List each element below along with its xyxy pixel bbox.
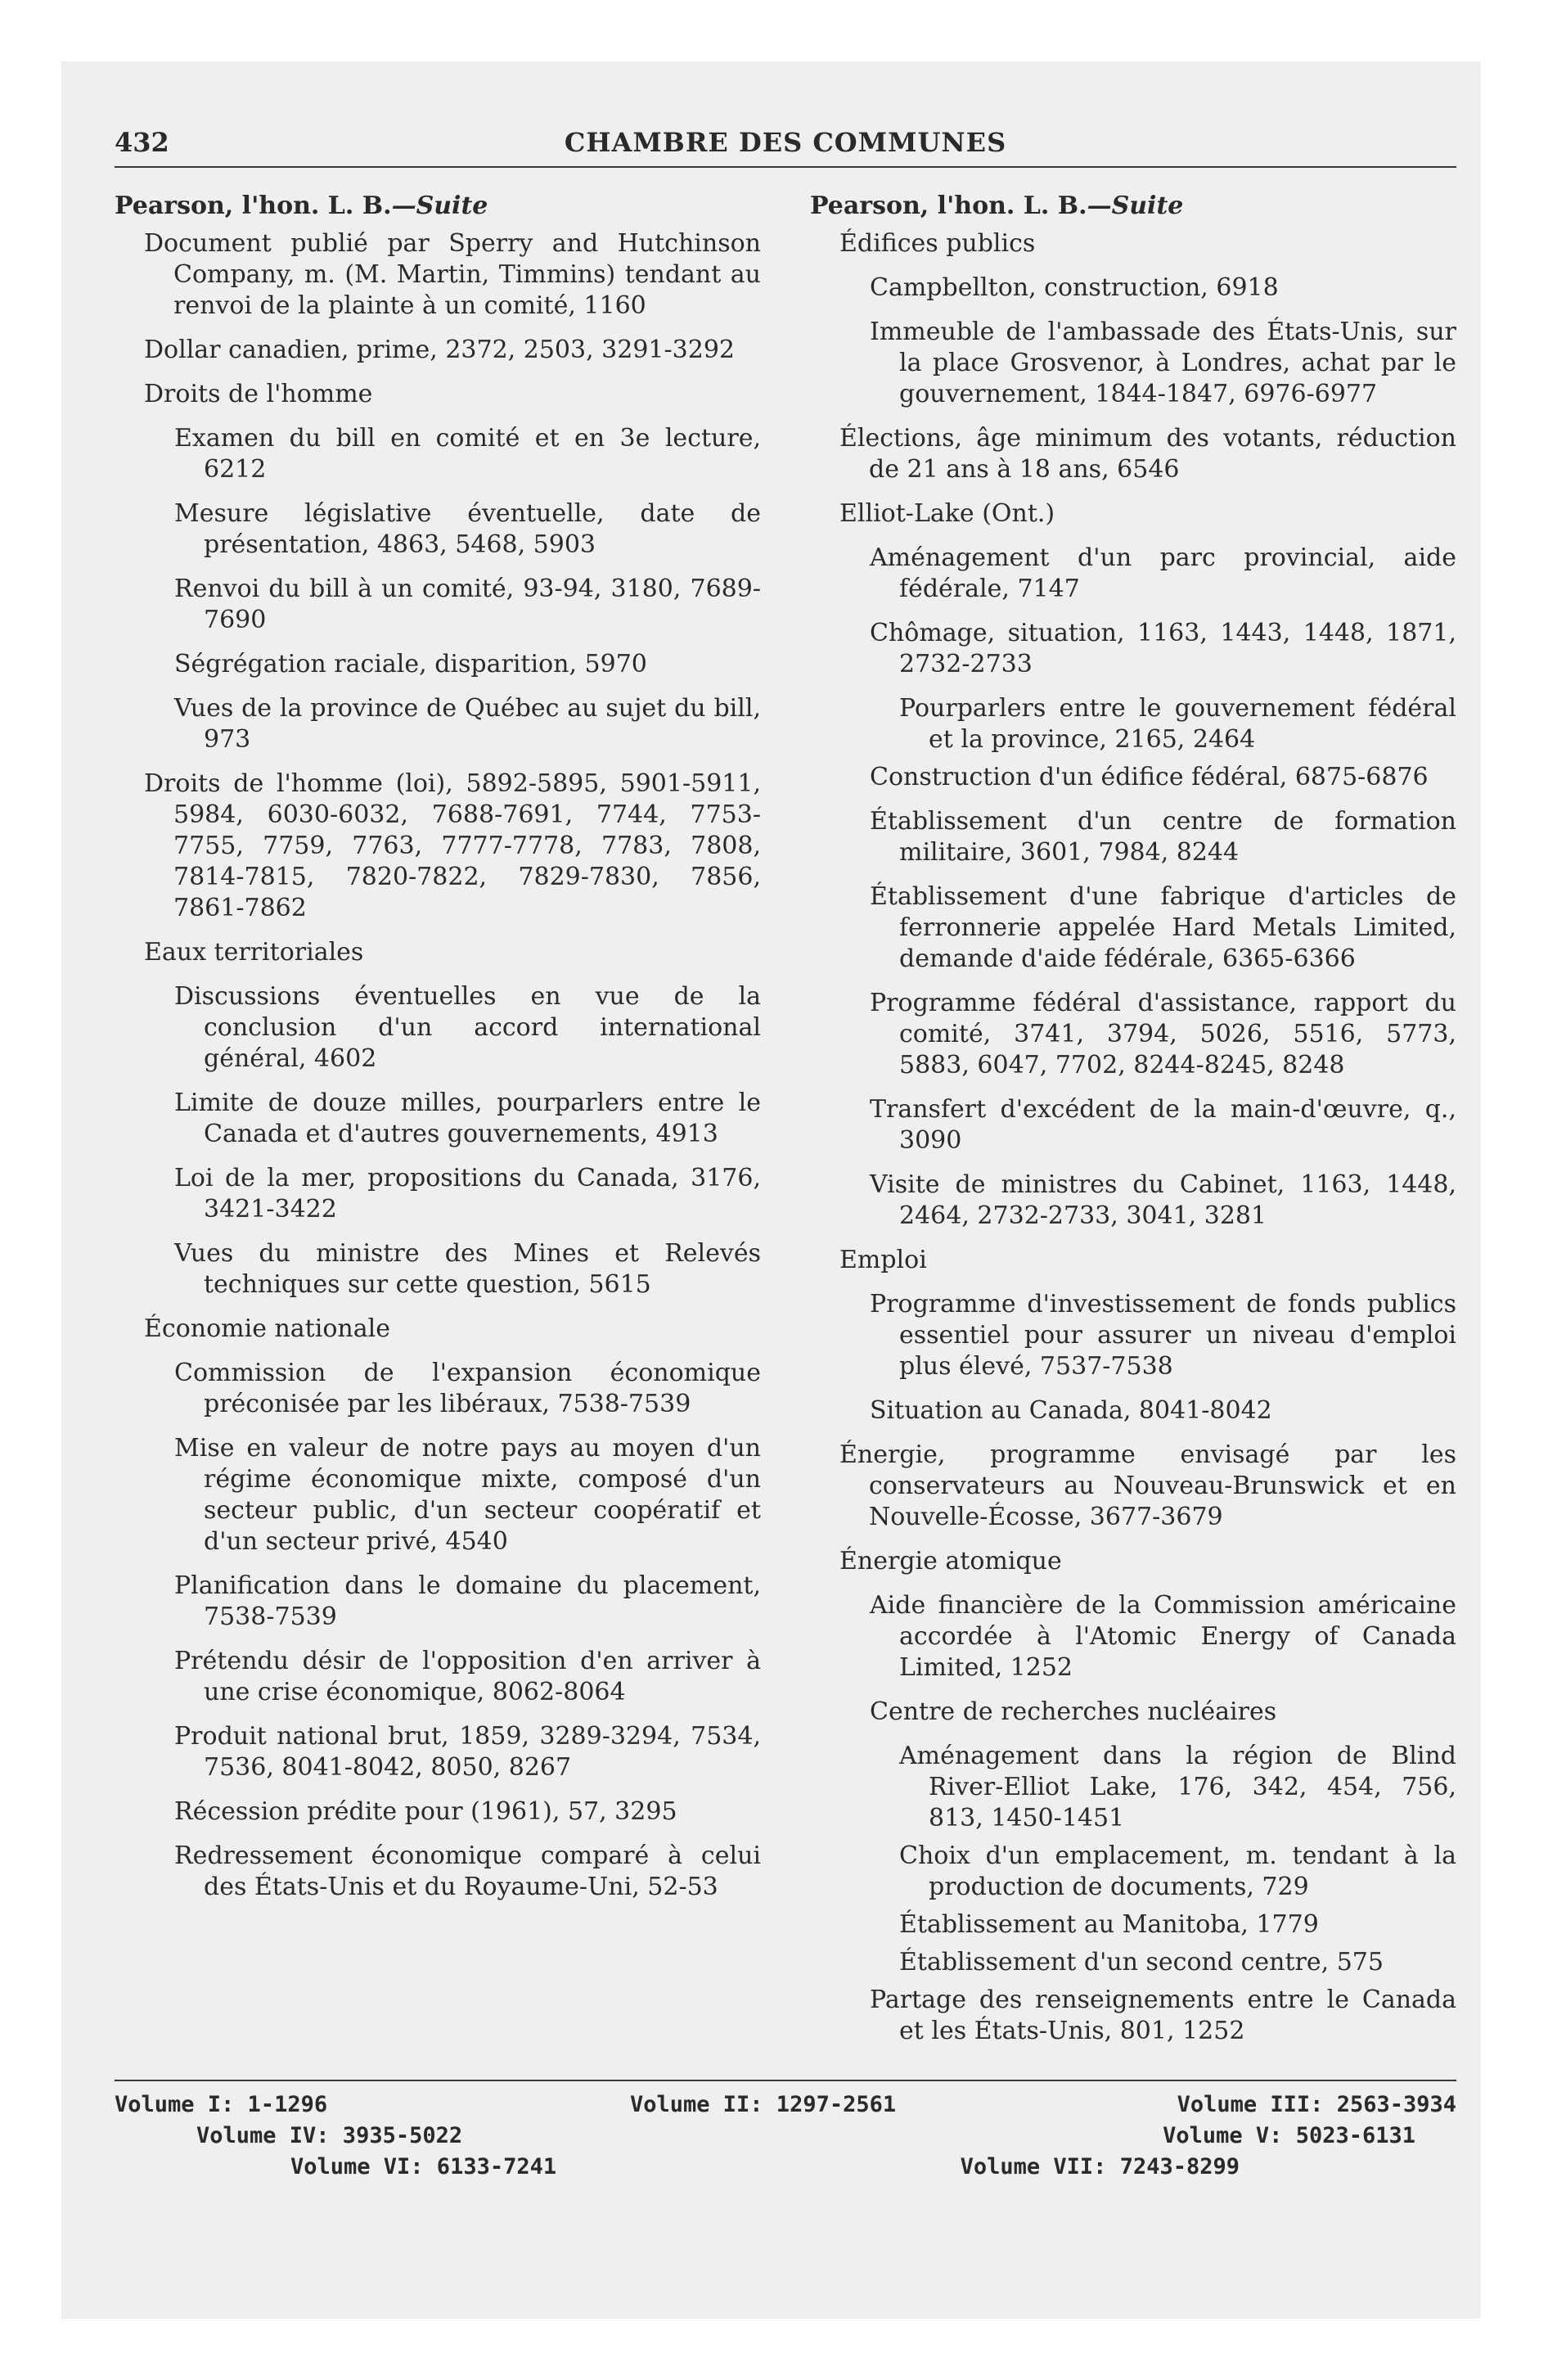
index-entry: Visite de ministres du Cabinet, 1163, 1448, 2464, 2732-2733, 3041, 3281 bbox=[870, 1170, 1456, 1230]
index-entry: Aménagement d'un parc provincial, aide fédérale, 7147 bbox=[870, 543, 1456, 603]
index-entry: Aménagement dans la région de Blind River-Elliot Lake, 176, 342, 454, 756, 813, 1450-1451 bbox=[899, 1742, 1456, 1832]
index-entry: Redressement économique comparé à celui des États-Unis et du Royaume-Uni, 52-53 bbox=[174, 1841, 761, 1901]
index-entry: Immeuble de l'ambassade des États-Unis, sur la place Grosvenor, à Londres, achat par le gouvernement, 1844-1847, 6976-6977 bbox=[870, 318, 1456, 408]
index-entry: Mise en valeur de notre pays au moyen d'un régime économique mixte, composé d'un secteur public, d'un secteur coopératif et d'un secteur privé, 4540 bbox=[174, 1434, 761, 1556]
volume-4: Volume IV: 3935-5022 bbox=[196, 2123, 463, 2148]
scanned-page bbox=[61, 61, 1481, 2319]
left-column-heading bbox=[115, 191, 761, 222]
index-entry: Limite de douze milles, pourparlers entre le Canada et d'autres gouvernements, 4913 bbox=[174, 1089, 761, 1148]
right-column bbox=[810, 191, 1456, 2060]
index-entry: Vues du ministre des Mines et Relevés techniques sur cette question, 5615 bbox=[174, 1239, 761, 1299]
index-entry: Planification dans le domaine du placement, 7538-7539 bbox=[174, 1571, 761, 1631]
index-entry: Transfert d'excédent de la main-d'œuvre, q., 3090 bbox=[870, 1095, 1456, 1155]
index-entry: Élections, âge minimum des votants, réduction de 21 ans à 18 ans, 6546 bbox=[839, 424, 1456, 484]
footer-rule bbox=[115, 2080, 1456, 2081]
index-entry: Aide financière de la Commission américaine accordée à l'Atomic Energy of Canada Limited, 1252 bbox=[870, 1591, 1456, 1682]
index-entry: Eaux territoriales bbox=[144, 938, 364, 967]
index-entry: Chômage, situation, 1163, 1443, 1448, 1871, 2732-2733 bbox=[870, 619, 1456, 678]
page-number: 432 bbox=[115, 127, 169, 158]
index-entry: Centre de recherches nucléaires bbox=[870, 1697, 1277, 1726]
index-entry: Dollar canadien, prime, 2372, 2503, 3291-3292 bbox=[144, 336, 735, 364]
heading-suffix: —Suite bbox=[1087, 192, 1184, 220]
index-entry: Campbellton, construction, 6918 bbox=[870, 273, 1279, 302]
volume-6: Volume VI: 6133-7241 bbox=[290, 2154, 557, 2179]
header-rule bbox=[115, 166, 1456, 168]
volume-5: Volume V: 5023-6131 bbox=[1163, 2123, 1415, 2148]
index-entry: Mesure législative éventuelle, date de présentation, 4863, 5468, 5903 bbox=[174, 499, 761, 559]
index-entry: Construction d'un édifice fédéral, 6875-6876 bbox=[870, 763, 1429, 791]
index-entry: Loi de la mer, propositions du Canada, 3176, 3421-3422 bbox=[174, 1164, 761, 1224]
index-entry: Discussions éventuelles en vue de la conclusion d'un accord international général, 4602 bbox=[174, 982, 761, 1073]
volume-1: Volume I: 1-1296 bbox=[115, 2092, 328, 2117]
volume-3: Volume III: 2563-3934 bbox=[1177, 2092, 1456, 2117]
heading-suffix: —Suite bbox=[391, 192, 488, 220]
index-entry: Établissement au Manitoba, 1779 bbox=[899, 1910, 1319, 1939]
index-entry: Économie nationale bbox=[144, 1314, 390, 1343]
heading-name: Pearson, l'hon. L. B. bbox=[115, 192, 392, 220]
index-entry: Établissement d'un second centre, 575 bbox=[899, 1948, 1384, 1977]
index-entry: Ségrégation raciale, disparition, 5970 bbox=[174, 650, 647, 678]
volume-index-footer bbox=[115, 2089, 1456, 2188]
index-entry: Vues de la province de Québec au sujet du bill, 973 bbox=[174, 694, 761, 754]
index-entry: Document publié par Sperry and Hutchinson Company, m. (M. Martin, Timmins) tendant au renvoi de la plainte à un comité, 1160 bbox=[144, 229, 761, 320]
index-entry: Prétendu désir de l'opposition d'en arriver à une crise économique, 8062-8064 bbox=[174, 1647, 761, 1706]
index-entry: Édifices publics bbox=[839, 229, 1036, 258]
index-entry: Programme fédéral d'assistance, rapport du comité, 3741, 3794, 5026, 5516, 5773, 5883, 6047, 7702, 8244-8245, 8248 bbox=[870, 989, 1456, 1080]
index-entry: Produit national brut, 1859, 3289-3294, 7534, 7536, 8041-8042, 8050, 8267 bbox=[174, 1722, 761, 1782]
index-entry: Emploi bbox=[839, 1246, 927, 1274]
index-entry: Elliot-Lake (Ont.) bbox=[839, 499, 1055, 528]
index-entry: Établissement d'une fabrique d'articles de ferronnerie appelée Hard Metals Limited, demande d'aide fédérale, 6365-6366 bbox=[870, 882, 1456, 973]
right-column-heading bbox=[810, 191, 1456, 222]
index-entry: Droits de l'homme (loi), 5892-5895, 5901-5911, 5984, 6030-6032, 7688-7691, 7744, 7753-7755, 7759, 7763, 7777-7778, 7783, 7808, 7814-7815, 7820-7822, 7829-7830, 7856, 7861-7862 bbox=[144, 769, 761, 922]
index-entry: Choix d'un emplacement, m. tendant à la production de documents, 729 bbox=[899, 1841, 1456, 1901]
running-title: CHAMBRE DES COMMUNES bbox=[564, 127, 1007, 158]
index-entry: Droits de l'homme bbox=[144, 380, 373, 408]
index-entry: Situation au Canada, 8041-8042 bbox=[870, 1396, 1272, 1425]
index-entry: Renvoi du bill à un comité, 93-94, 3180, 7689-7690 bbox=[174, 575, 761, 634]
left-column bbox=[115, 191, 761, 1916]
index-entry: Pourparlers entre le gouvernement fédéral et la province, 2165, 2464 bbox=[899, 694, 1456, 754]
volume-7: Volume VII: 7243-8299 bbox=[960, 2154, 1240, 2179]
index-entry: Partage des renseignements entre le Canada et les États-Unis, 801, 1252 bbox=[870, 1986, 1456, 2045]
index-entry: Programme d'investissement de fonds publics essentiel pour assurer un niveau d'emploi plus élevé, 7537-7538 bbox=[870, 1290, 1456, 1381]
heading-name: Pearson, l'hon. L. B. bbox=[810, 192, 1087, 220]
index-entry: Récession prédite pour (1961), 57, 3295 bbox=[174, 1797, 677, 1826]
volume-2: Volume II: 1297-2561 bbox=[630, 2092, 897, 2117]
index-entry: Commission de l'expansion économique préconisée par les libéraux, 7538-7539 bbox=[174, 1359, 761, 1418]
index-entry: Énergie atomique bbox=[839, 1547, 1062, 1575]
index-entry: Établissement d'un centre de formation militaire, 3601, 7984, 8244 bbox=[870, 807, 1456, 867]
index-entry: Énergie, programme envisagé par les conservateurs au Nouveau-Brunswick et en Nouvelle-Écosse, 3677-3679 bbox=[839, 1440, 1456, 1531]
index-entry: Examen du bill en comité et en 3e lecture, 6212 bbox=[174, 424, 761, 484]
